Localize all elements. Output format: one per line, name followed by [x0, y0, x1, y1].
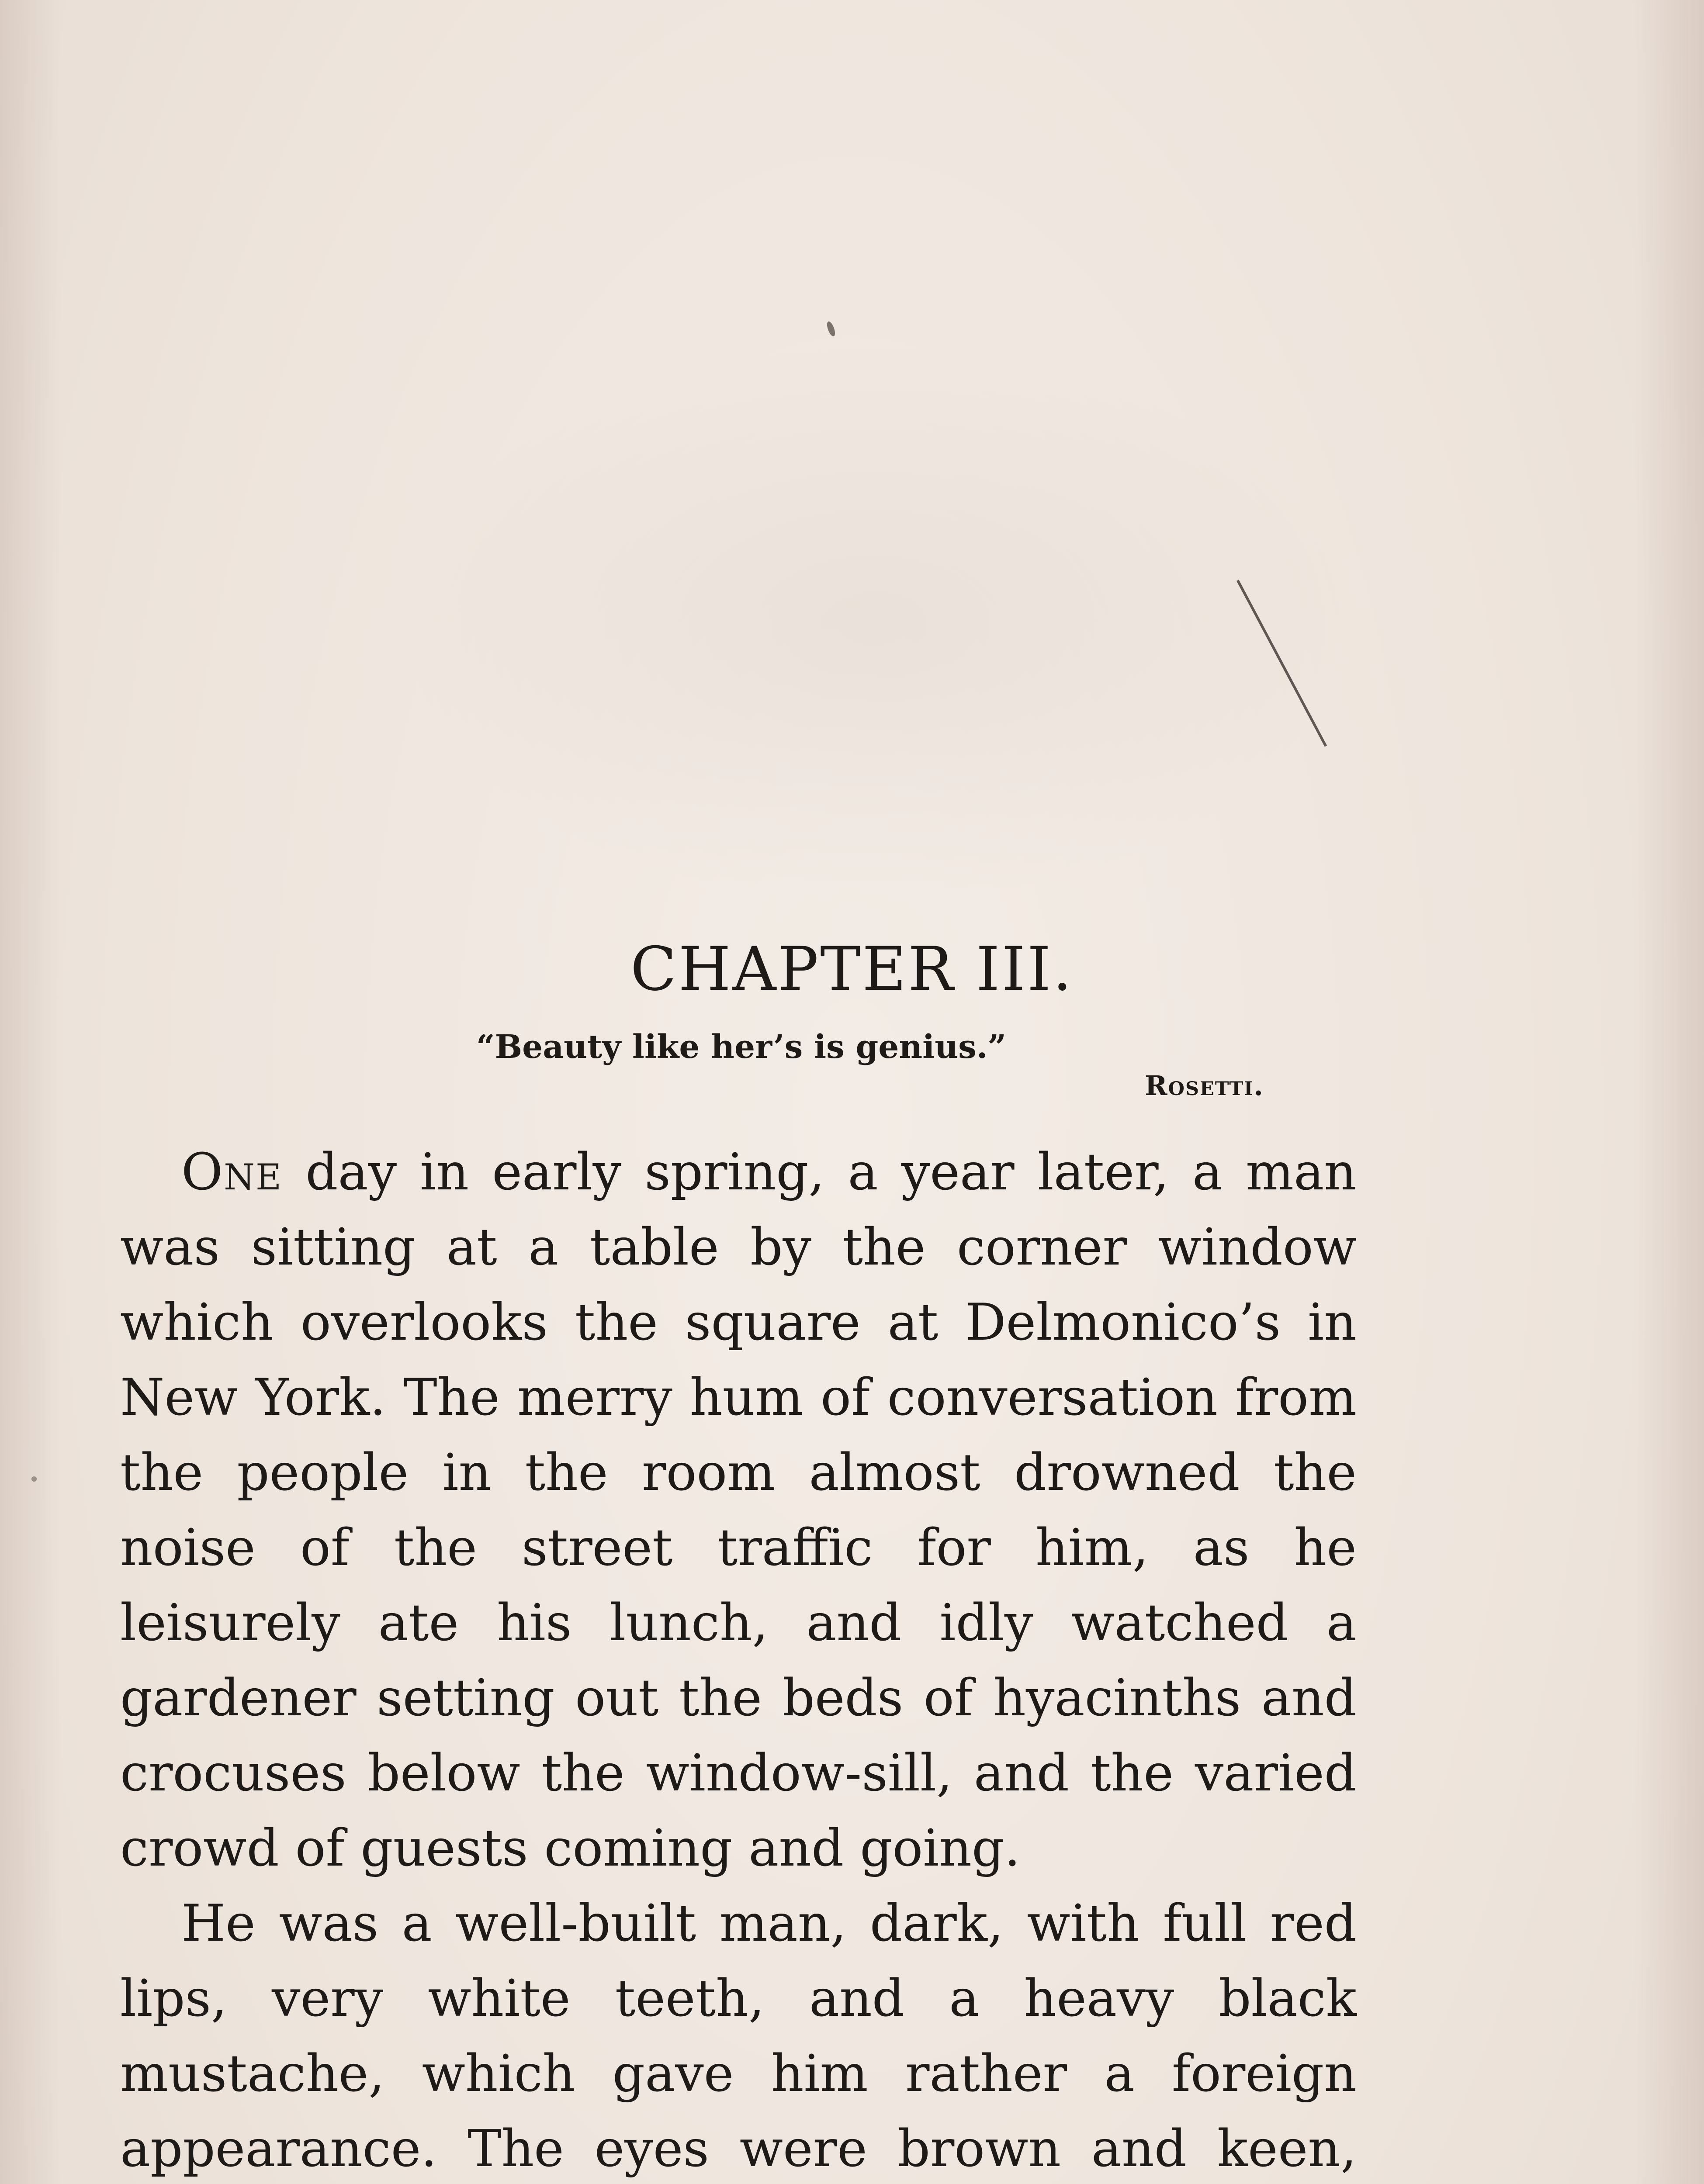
paragraph-1-lead: One [181, 1143, 283, 1202]
ink-bleed-through [393, 341, 1354, 909]
ink-speck-margin [31, 1476, 37, 1482]
page-edge-shadow-left [0, 0, 61, 2184]
paragraph-1 [120, 1135, 1357, 1886]
page-edge-shadow-right [1634, 0, 1704, 2184]
paragraph-2: He was a well-built man, dark, with full red lips, very white teeth, and a heavy black mustache, which gave him rather a foreign appearance. The eyes were brown and keen, [120, 1894, 1357, 2178]
epigraph-author: Rosetti. [1145, 1070, 1264, 1102]
ink-speck [825, 321, 836, 338]
chapter-body [120, 1135, 1357, 2184]
paragraph-1-text: day in early spring, a year later, a man was sitting at a table by the corner window which overlooks the square at Delmonico’s in New York. The merry hum of conversation from the people in the room almost drowned the noise of the street traffic for him, as he leisurely ate his lunch, and idly watched a gardener setting out the beds of hyacinths and crocuses below the window-sill, and the varied crowd of guests coming and going. [120, 1143, 1357, 1878]
chapter-title: CHAPTER III. [630, 934, 1074, 1004]
epigraph-quote: “Beauty like her’s is genius.” [476, 1028, 1007, 1066]
